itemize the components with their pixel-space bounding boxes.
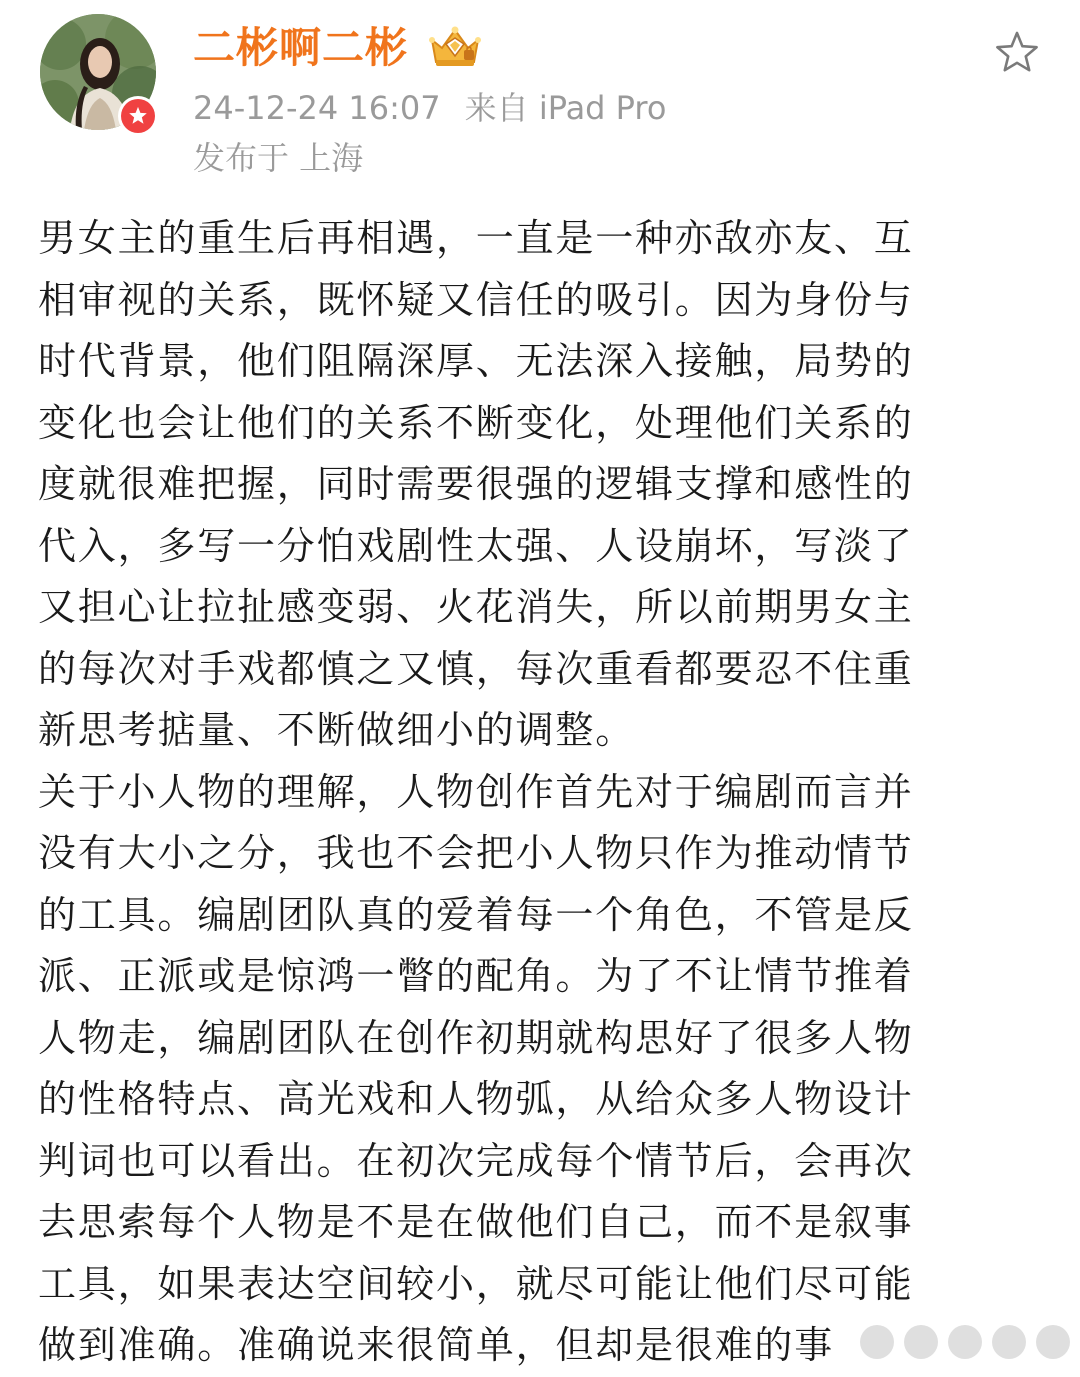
post-meta bbox=[193, 86, 666, 130]
body-line: 代入，多写一分怕戏剧性太强、人设崩坏，写淡了 bbox=[38, 523, 914, 568]
crown-vip-icon[interactable] bbox=[428, 24, 482, 70]
body-line: 去思索每个人物是不是在做他们自己，而不是叙事 bbox=[38, 1200, 914, 1244]
star-outline-icon bbox=[993, 29, 1041, 77]
body-line: 工具，如果表达空间较小，就尽可能让他们尽可能 bbox=[38, 1261, 914, 1306]
watermark-mark bbox=[992, 1325, 1026, 1359]
post-source: 来自 iPad Pro bbox=[464, 89, 667, 127]
body-paragraph-1 bbox=[38, 208, 1048, 762]
body-line: 新思考掂量、不断做细小的调整。 bbox=[38, 708, 636, 752]
body-line: 变化也会让他们的关系不断变化，处理他们关系的 bbox=[38, 400, 914, 445]
body-line: 判词也可以看出。在初次完成每个情节后，会再次 bbox=[38, 1138, 914, 1183]
watermark-mark bbox=[904, 1325, 938, 1359]
verified-red-star-icon bbox=[121, 99, 155, 133]
body-line: 人物走，编剧团队在创作初期就构思好了很多人物 bbox=[38, 1015, 914, 1060]
body-line: 的每次对手戏都慎之又慎，每次重看都要忍不住重 bbox=[38, 646, 914, 691]
watermark-mark bbox=[1036, 1325, 1070, 1359]
author-avatar[interactable] bbox=[40, 14, 156, 130]
body-line: 度就很难把握，同时需要很强的逻辑支撑和感性的 bbox=[38, 462, 914, 506]
body-paragraph-2 bbox=[38, 762, 1048, 1377]
body-line: 没有大小之分，我也不会把小人物只作为推动情节 bbox=[38, 831, 914, 875]
body-line: 做到准确。准确说来很简单，但却是很难的事 bbox=[38, 1323, 835, 1367]
post-location: 发布于 上海 bbox=[193, 139, 364, 177]
body-line: 派、正派或是惊鸿一瞥的配角。为了不让情节推着 bbox=[38, 954, 914, 998]
body-line: 时代背景，他们阻隔深厚、无法深入接触，局势的 bbox=[38, 339, 914, 383]
author-name[interactable]: 二彬啊二彬 bbox=[193, 23, 409, 72]
body-line: 的性格特点、高光戏和人物弧，从给众多人物设计 bbox=[38, 1077, 914, 1121]
post-header bbox=[0, 0, 1080, 200]
favorite-button[interactable] bbox=[990, 26, 1044, 80]
body-line: 关于小人物的理解，人物创作首先对于编剧而言并 bbox=[38, 769, 914, 814]
body-line: 又担心让拉扯感变弱、火花消失，所以前期男女主 bbox=[38, 585, 914, 629]
watermark-mark bbox=[860, 1325, 894, 1359]
watermark bbox=[860, 1322, 1070, 1362]
body-line: 相审视的关系，既怀疑又信任的吸引。因为身份与 bbox=[38, 277, 914, 322]
post-body bbox=[38, 208, 1048, 1377]
verified-badge bbox=[118, 96, 158, 136]
post-time: 24-12-24 16:07 bbox=[193, 89, 441, 127]
watermark-mark bbox=[948, 1325, 982, 1359]
body-line: 男女主的重生后再相遇，一直是一种亦敌亦友、互 bbox=[38, 216, 914, 260]
body-line: 的工具。编剧团队真的爱着每一个角色，不管是反 bbox=[38, 892, 914, 937]
